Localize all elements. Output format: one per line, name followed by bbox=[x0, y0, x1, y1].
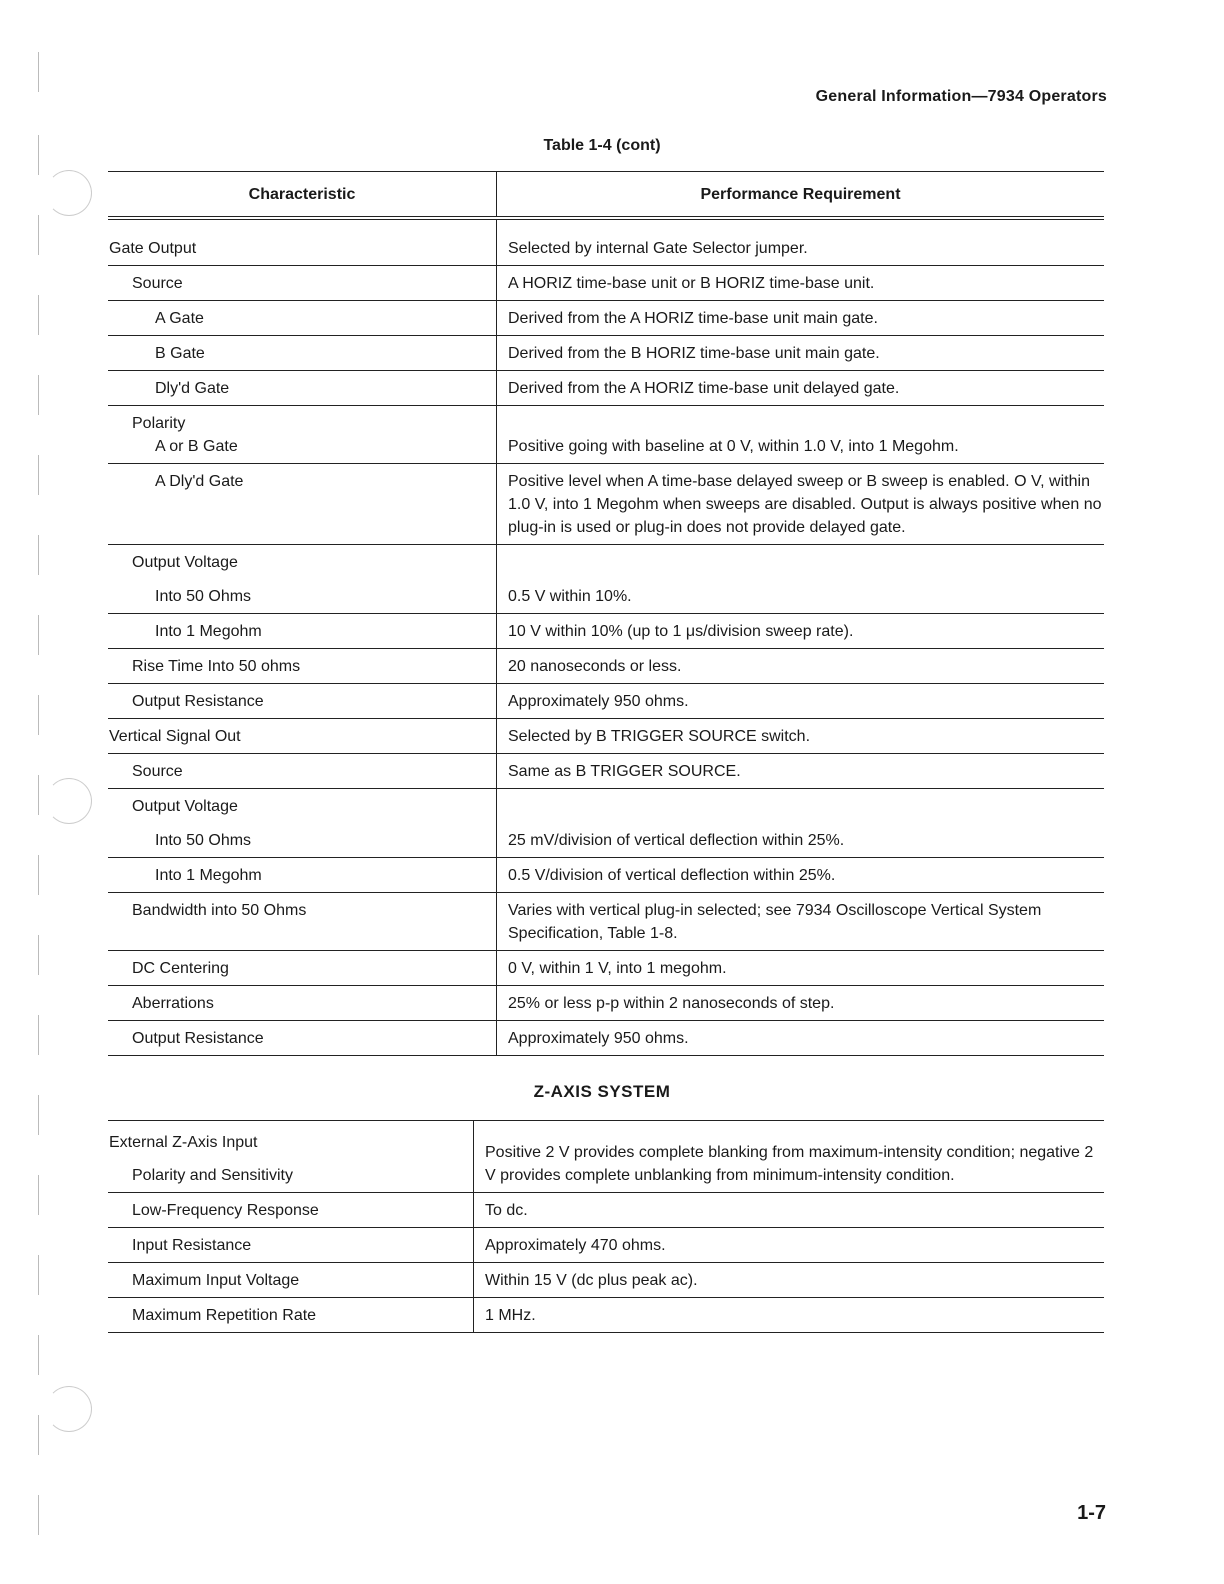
characteristic-cell: Rise Time Into 50 ohms bbox=[108, 649, 497, 684]
characteristic-cell: Gate Output bbox=[108, 231, 497, 266]
characteristic-cell: Into 1 Megohm bbox=[108, 858, 497, 893]
column-header-characteristic: Characteristic bbox=[108, 172, 497, 219]
running-head: General Information—7934 Operators bbox=[815, 88, 1107, 105]
table-row bbox=[108, 893, 1104, 951]
table-row bbox=[108, 649, 1104, 684]
table-row bbox=[108, 858, 1104, 893]
characteristic-cell: Output Voltage bbox=[108, 789, 497, 824]
sub-label: Polarity and Sensitivity bbox=[132, 1167, 293, 1184]
requirement-cell: 25 mV/division of vertical deflection within 25%. bbox=[497, 823, 1105, 858]
characteristic-cell: B Gate bbox=[108, 336, 497, 371]
requirement-cell: To dc. bbox=[474, 1193, 1105, 1228]
characteristic-cell: A Dly'd Gate bbox=[108, 464, 497, 545]
table-row bbox=[108, 1021, 1104, 1056]
characteristic-cell: Output Resistance bbox=[108, 684, 497, 719]
table-row bbox=[108, 754, 1104, 789]
requirement-cell: Derived from the B HORIZ time-base unit main gate. bbox=[497, 336, 1105, 371]
table-row bbox=[108, 986, 1104, 1021]
table-row bbox=[108, 545, 1104, 580]
requirement-cell: Positive 2 V provides complete blanking from maximum-intensity condition; negative 2 V provides complete unblanking from minimum-intensity condition. bbox=[474, 1121, 1105, 1193]
characteristic-cell: Into 1 Megohm bbox=[108, 614, 497, 649]
characteristic-cell: Input Resistance bbox=[108, 1228, 474, 1263]
requirement-cell: 10 V within 10% (up to 1 μs/division sweep rate). bbox=[497, 614, 1105, 649]
requirement-cell: A HORIZ time-base unit or B HORIZ time-base unit. bbox=[497, 266, 1105, 301]
requirement-cell bbox=[497, 789, 1105, 824]
requirement-cell: Same as B TRIGGER SOURCE. bbox=[497, 754, 1105, 789]
table-row bbox=[108, 371, 1104, 406]
column-header-performance: Performance Requirement bbox=[497, 172, 1105, 219]
table-row bbox=[108, 1298, 1104, 1333]
table-row bbox=[108, 579, 1104, 614]
table-row bbox=[108, 823, 1104, 858]
table-row bbox=[108, 719, 1104, 754]
table-row bbox=[108, 614, 1104, 649]
characteristic-cell: A Gate bbox=[108, 301, 497, 336]
table-row bbox=[108, 1263, 1104, 1298]
characteristic-cell: Maximum Input Voltage bbox=[108, 1263, 474, 1298]
group-label: Polarity bbox=[132, 415, 186, 432]
requirement-cell: 0.5 V within 10%. bbox=[497, 579, 1105, 614]
characteristic-cell bbox=[108, 406, 497, 464]
table-row bbox=[108, 951, 1104, 986]
characteristic-cell bbox=[108, 1121, 474, 1193]
requirement-cell: 0.5 V/division of vertical deflection within 25%. bbox=[497, 858, 1105, 893]
table-row bbox=[108, 1193, 1104, 1228]
characteristic-cell: Low-Frequency Response bbox=[108, 1193, 474, 1228]
table-row bbox=[108, 464, 1104, 545]
table-row bbox=[108, 231, 1104, 266]
table-row bbox=[108, 336, 1104, 371]
requirement-cell: Varies with vertical plug-in selected; see 7934 Oscilloscope Vertical System Specification, Table 1-8. bbox=[497, 893, 1105, 951]
characteristic-cell: Output Voltage bbox=[108, 545, 497, 580]
characteristic-cell: Source bbox=[108, 266, 497, 301]
group-label: External Z-Axis Input bbox=[109, 1134, 258, 1151]
characteristic-cell: Maximum Repetition Rate bbox=[108, 1298, 474, 1333]
sub-label: A or B Gate bbox=[155, 438, 238, 455]
requirement-cell: Derived from the A HORIZ time-base unit delayed gate. bbox=[497, 371, 1105, 406]
table-row bbox=[108, 266, 1104, 301]
requirement-cell: Derived from the A HORIZ time-base unit main gate. bbox=[497, 301, 1105, 336]
characteristic-cell: Source bbox=[108, 754, 497, 789]
characteristic-cell: Bandwidth into 50 Ohms bbox=[108, 893, 497, 951]
requirement-cell: Selected by internal Gate Selector jumper. bbox=[497, 231, 1105, 266]
spec-table bbox=[108, 171, 1104, 1056]
table-row bbox=[108, 684, 1104, 719]
page-number: 1-7 bbox=[1077, 1502, 1106, 1524]
requirement-cell: 25% or less p-p within 2 nanoseconds of step. bbox=[497, 986, 1105, 1021]
table-header-row bbox=[108, 172, 1104, 219]
table-title: Table 1-4 (cont) bbox=[543, 137, 661, 154]
characteristic-cell: Output Resistance bbox=[108, 1021, 497, 1056]
characteristic-cell: DC Centering bbox=[108, 951, 497, 986]
requirement-cell: Within 15 V (dc plus peak ac). bbox=[474, 1263, 1105, 1298]
table-row bbox=[108, 789, 1104, 824]
characteristic-cell: Into 50 Ohms bbox=[108, 823, 497, 858]
requirement-cell: 0 V, within 1 V, into 1 megohm. bbox=[497, 951, 1105, 986]
requirement-cell bbox=[497, 545, 1105, 580]
characteristic-cell: Aberrations bbox=[108, 986, 497, 1021]
section-title-z-axis: Z-AXIS SYSTEM bbox=[533, 1082, 671, 1101]
requirement-cell: Positive going with baseline at 0 V, within 1.0 V, into 1 Megohm. bbox=[497, 406, 1105, 464]
requirement-cell: Positive level when A time-base delayed sweep or B sweep is enabled. O V, within 1.0 V, into 1 Megohm when sweeps are disabled. Output is always positive when no plug-in is used or plug-in does not provide delayed gate. bbox=[497, 464, 1105, 545]
requirement-cell: 20 nanoseconds or less. bbox=[497, 649, 1105, 684]
characteristic-cell: Into 50 Ohms bbox=[108, 579, 497, 614]
characteristic-cell: Vertical Signal Out bbox=[108, 719, 497, 754]
requirement-cell: Selected by B TRIGGER SOURCE switch. bbox=[497, 719, 1105, 754]
requirement-cell: 1 MHz. bbox=[474, 1298, 1105, 1333]
requirement-cell: Approximately 950 ohms. bbox=[497, 1021, 1105, 1056]
table-row bbox=[108, 406, 1104, 464]
table-row bbox=[108, 301, 1104, 336]
requirement-cell: Approximately 950 ohms. bbox=[497, 684, 1105, 719]
z-axis-table bbox=[108, 1120, 1104, 1333]
requirement-cell: Approximately 470 ohms. bbox=[474, 1228, 1105, 1263]
characteristic-cell: Dly'd Gate bbox=[108, 371, 497, 406]
table-row bbox=[108, 1228, 1104, 1263]
table-row bbox=[108, 1121, 1104, 1193]
